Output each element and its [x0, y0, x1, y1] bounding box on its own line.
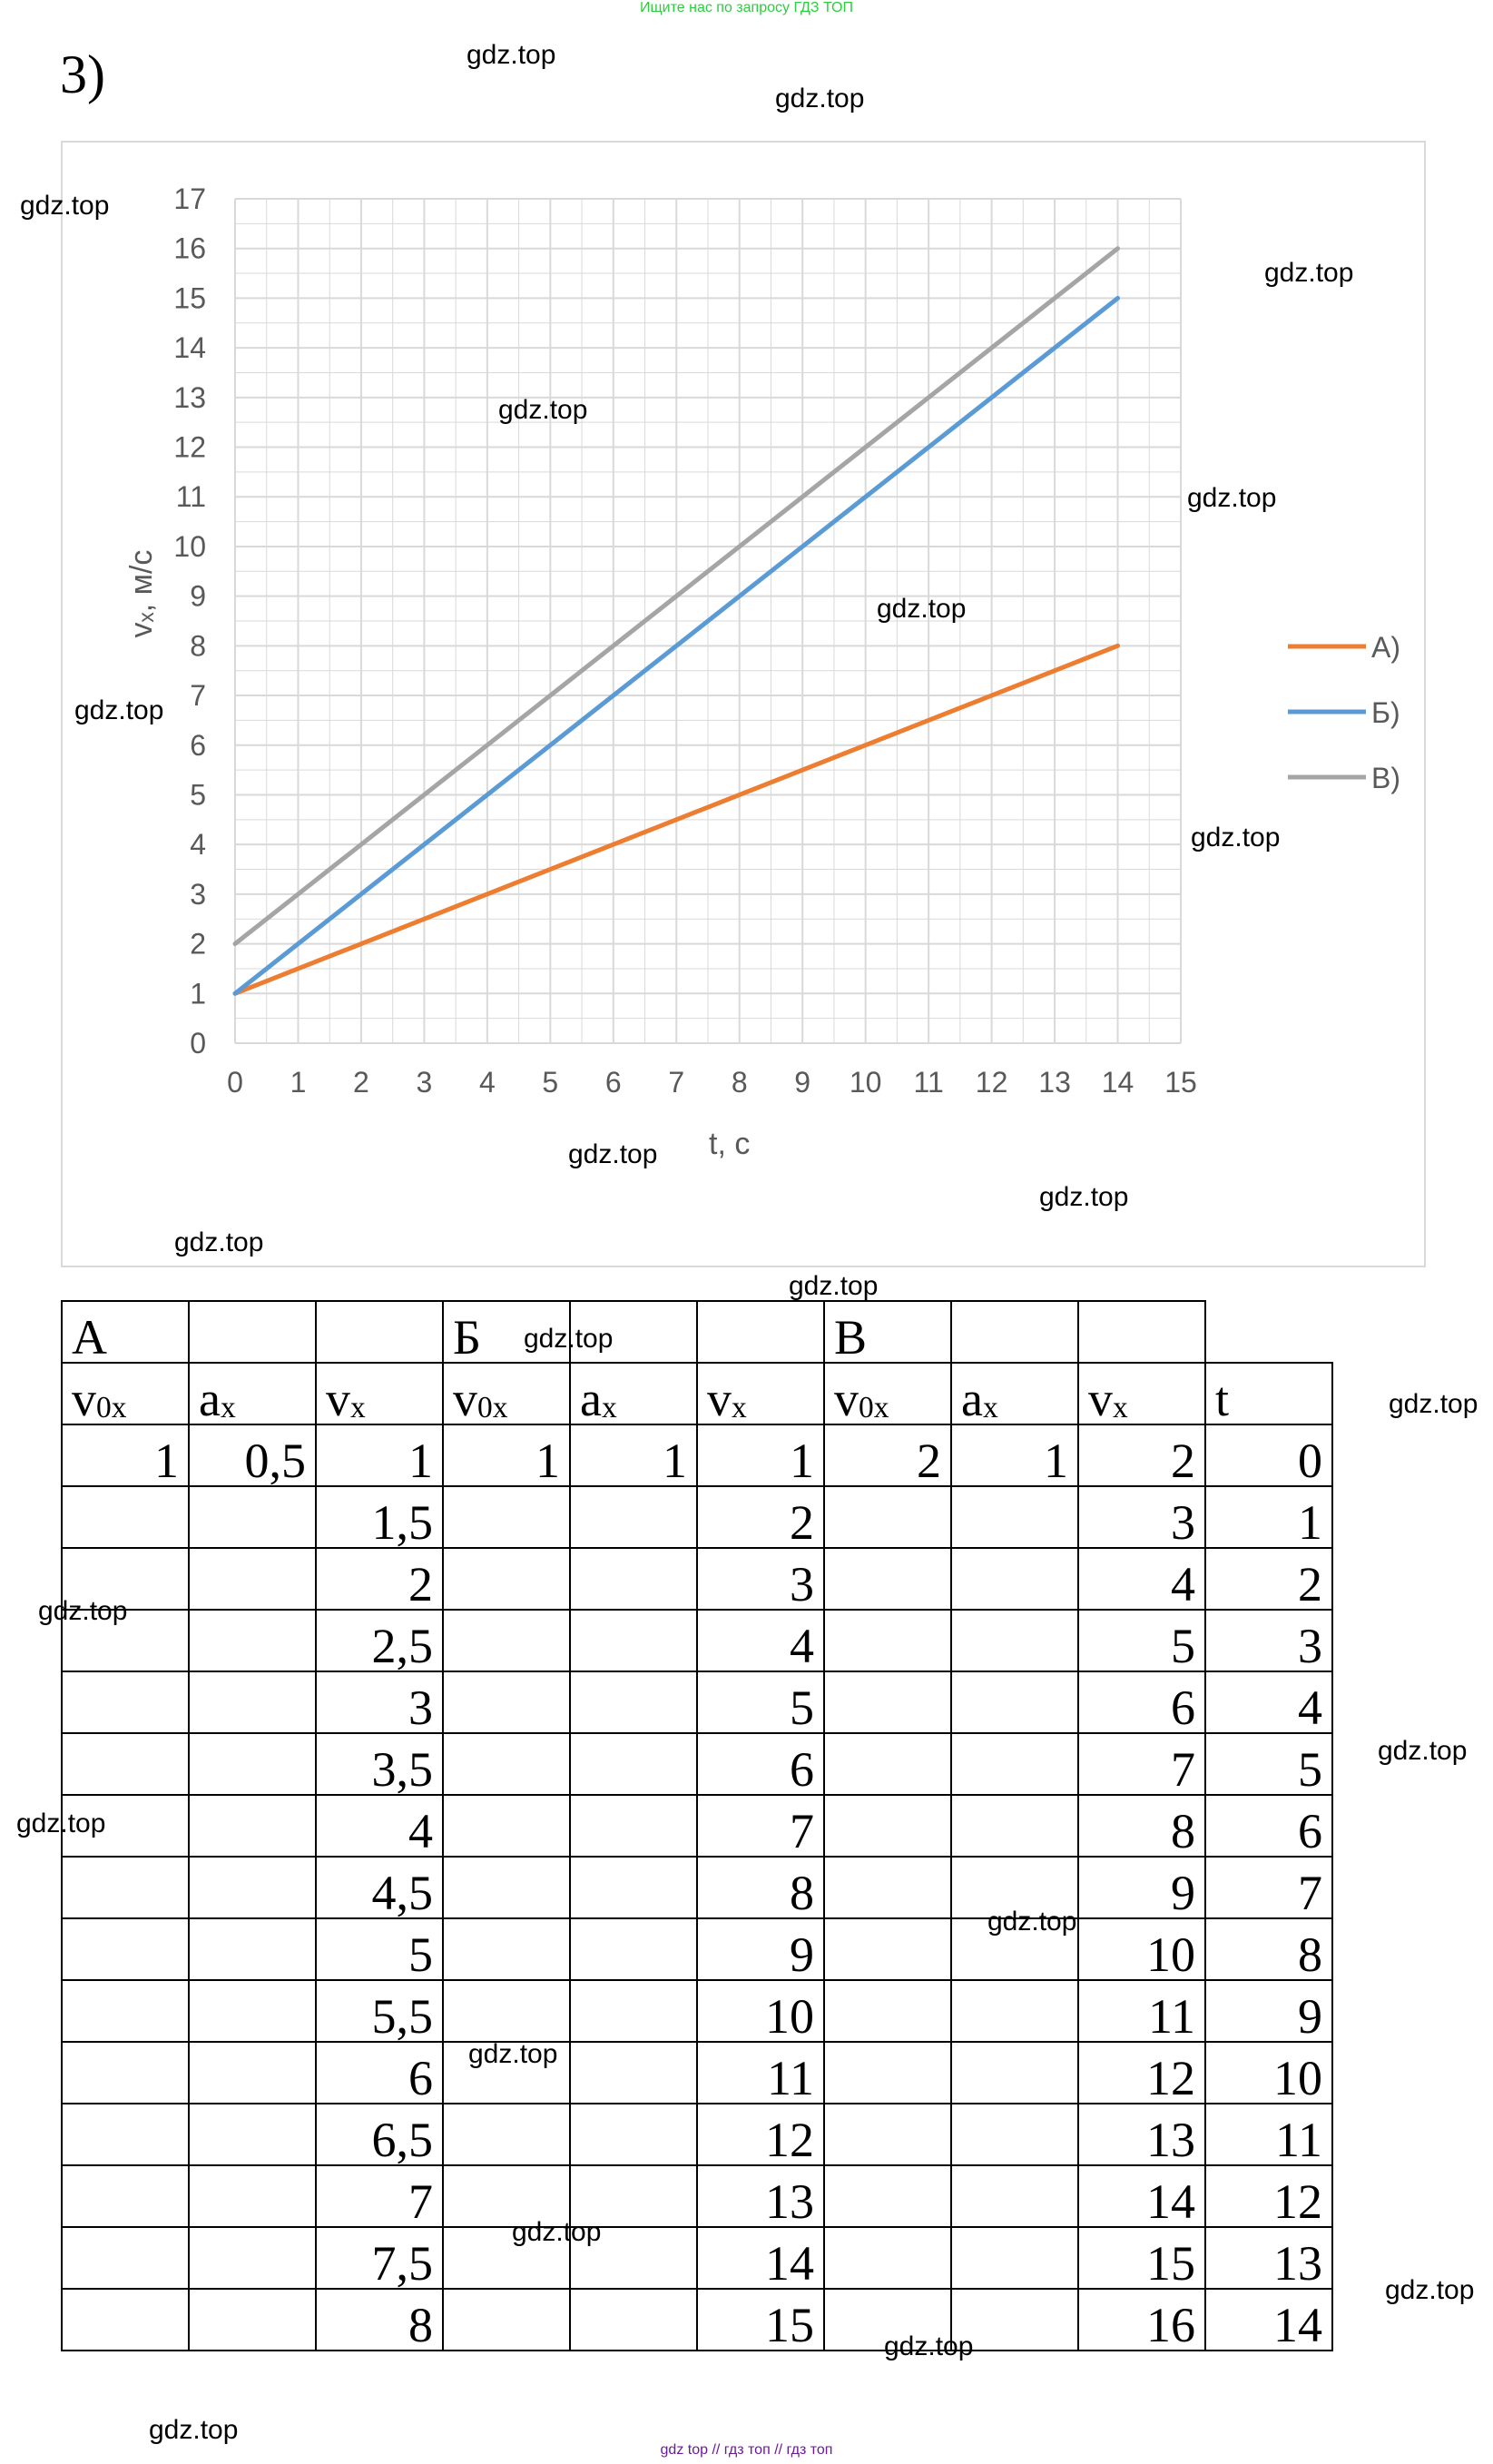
data-table — [61, 1300, 1333, 2351]
table-cell: 6 — [1205, 1795, 1332, 1857]
y-tick-label: 16 — [173, 232, 206, 265]
x-tick-label: 6 — [604, 1066, 622, 1099]
table-cell: 1 — [443, 1424, 570, 1486]
table-cell — [951, 2165, 1078, 2227]
group-label: А — [62, 1301, 189, 1363]
table-cell — [189, 2227, 316, 2289]
x-tick-label: 14 — [1101, 1066, 1134, 1099]
table-cell: 5,5 — [316, 1980, 443, 2042]
table-cell — [570, 2042, 697, 2104]
table-cell — [443, 1733, 570, 1795]
table-cell: 2 — [1205, 1548, 1332, 1610]
table-cell — [951, 2042, 1078, 2104]
legend-label: А) — [1371, 631, 1400, 664]
table-cell: 6 — [697, 1733, 824, 1795]
table-row — [62, 1671, 1332, 1733]
x-tick-label: 4 — [478, 1066, 496, 1099]
y-tick-label: 7 — [190, 679, 206, 713]
table-row — [62, 1424, 1332, 1486]
y-tick-label: 10 — [173, 529, 206, 563]
table-cell — [570, 2289, 697, 2351]
table-cell — [570, 1857, 697, 1918]
column-header: $v_{0x}$ — [62, 1363, 189, 1424]
table-cell — [824, 2165, 951, 2227]
y-tick-label: 11 — [175, 480, 206, 514]
table-cell — [189, 1671, 316, 1733]
watermark: gdz.top — [877, 594, 967, 624]
table-cell — [62, 2289, 189, 2351]
y-tick-label: 13 — [173, 380, 206, 414]
table-cell — [824, 1548, 951, 1610]
table-cell: 3 — [1205, 1610, 1332, 1671]
x-tick-label: 10 — [849, 1066, 882, 1099]
table-cell — [189, 1918, 316, 1980]
empty-cell — [316, 1301, 443, 1363]
table-cell: 5 — [316, 1918, 443, 1980]
table-cell — [570, 1671, 697, 1733]
table-cell — [824, 1486, 951, 1548]
watermark: gdz.top — [467, 40, 556, 70]
table-cell — [189, 2165, 316, 2227]
table-cell — [824, 2042, 951, 2104]
watermark: gdz.top — [1264, 258, 1354, 288]
table-cell — [951, 1671, 1078, 1733]
x-tick-label: 1 — [290, 1066, 307, 1099]
table-cell: 1,5 — [316, 1486, 443, 1548]
watermark: gdz.top — [568, 1139, 658, 1169]
table-cell: 3 — [697, 1548, 824, 1610]
table-cell — [62, 1733, 189, 1795]
table-cell — [824, 1733, 951, 1795]
table-cell: 8 — [697, 1857, 824, 1918]
table-cell — [189, 1486, 316, 1548]
table-cell: 1 — [1205, 1486, 1332, 1548]
table-cell — [443, 1671, 570, 1733]
table-cell: 3 — [1078, 1486, 1205, 1548]
group-label: В — [824, 1301, 951, 1363]
x-tick-label: 7 — [668, 1066, 685, 1099]
empty-cell — [1205, 1301, 1332, 1363]
table-cell: 4 — [1078, 1548, 1205, 1610]
table-cell — [62, 2042, 189, 2104]
table-cell: 8 — [1205, 1918, 1332, 1980]
legend-label: В) — [1371, 762, 1400, 794]
table-cell: 13 — [697, 2165, 824, 2227]
column-header: $v_x$ — [697, 1363, 824, 1424]
y-tick-label: 5 — [190, 778, 206, 812]
x-tick-label: 8 — [731, 1066, 748, 1099]
table-cell — [570, 1610, 697, 1671]
table-cell — [189, 2104, 316, 2165]
column-header: $v_x$ — [1078, 1363, 1205, 1424]
table-cell — [62, 1918, 189, 1980]
table-cell — [951, 1733, 1078, 1795]
table-cell: 13 — [1078, 2104, 1205, 2165]
column-header: $a_x$ — [189, 1363, 316, 1424]
y-tick-label: 17 — [173, 182, 206, 215]
x-tick-label: 15 — [1164, 1066, 1197, 1099]
watermark: gdz.top — [74, 695, 164, 725]
table-cell: 9 — [697, 1918, 824, 1980]
watermark: gdz.top — [775, 84, 865, 113]
table-cell: 13 — [1205, 2227, 1332, 2289]
y-tick-label: 6 — [190, 728, 206, 762]
table-cell — [824, 2227, 951, 2289]
table-cell: 6 — [316, 2042, 443, 2104]
table-cell — [443, 2289, 570, 2351]
table-cell: 1 — [62, 1424, 189, 1486]
table-row — [62, 1733, 1332, 1795]
table-cell: 4 — [316, 1795, 443, 1857]
table-cell: 1 — [951, 1424, 1078, 1486]
table-cell — [443, 1857, 570, 1918]
table-cell — [824, 1857, 951, 1918]
y-tick-label: 2 — [190, 927, 206, 961]
watermark: gdz.top — [987, 1907, 1077, 1937]
table-cell — [189, 1980, 316, 2042]
table-cell — [189, 2289, 316, 2351]
table-cell — [62, 2227, 189, 2289]
y-tick-label: 4 — [190, 828, 206, 862]
table-cell: 10 — [1205, 2042, 1332, 2104]
x-tick-label: 11 — [913, 1066, 944, 1099]
table-cell — [951, 1486, 1078, 1548]
table-cell: 6,5 — [316, 2104, 443, 2165]
table-cell — [443, 1610, 570, 1671]
table-row — [62, 2165, 1332, 2227]
table-cell — [951, 1980, 1078, 2042]
table-cell — [951, 1795, 1078, 1857]
table-cell — [189, 1795, 316, 1857]
table-cell — [189, 1610, 316, 1671]
table-cell — [824, 1610, 951, 1671]
table-cell: 7 — [1078, 1733, 1205, 1795]
legend-layer — [1288, 631, 1400, 794]
table-cell: 2 — [697, 1486, 824, 1548]
table-cell — [951, 2227, 1078, 2289]
table-row — [62, 2104, 1332, 2165]
table-cell: 5 — [697, 1671, 824, 1733]
y-tick-label: 15 — [173, 281, 206, 315]
table-cell — [189, 1548, 316, 1610]
table-cell: 3 — [316, 1671, 443, 1733]
table-row — [62, 1857, 1332, 1918]
table-cell — [443, 1795, 570, 1857]
table-row — [62, 1548, 1332, 1610]
table-cell — [570, 1733, 697, 1795]
table-cell: 1 — [570, 1424, 697, 1486]
table-cell — [62, 1486, 189, 1548]
empty-cell — [189, 1301, 316, 1363]
top-banner: Ищите нас по запросу ГДЗ ТОП — [640, 0, 853, 15]
table-cell: 14 — [1078, 2165, 1205, 2227]
table-cell: 5 — [1078, 1610, 1205, 1671]
x-tick-label: 13 — [1038, 1066, 1071, 1099]
watermark: gdz.top — [1389, 1389, 1478, 1419]
column-header: $v_{0x}$ — [443, 1363, 570, 1424]
watermark: gdz.top — [1191, 823, 1281, 853]
table-cell: 6 — [1078, 1671, 1205, 1733]
table-cell — [824, 1671, 951, 1733]
table-cell — [570, 1980, 697, 2042]
y-tick-label: 8 — [190, 629, 206, 663]
watermark: gdz.top — [1039, 1182, 1129, 1212]
table-cell: 14 — [1205, 2289, 1332, 2351]
watermark: gdz.top — [16, 1809, 106, 1838]
table-cell: 0,5 — [189, 1424, 316, 1486]
table-cell: 12 — [1205, 2165, 1332, 2227]
watermark: gdz.top — [512, 2217, 602, 2247]
footer: gdz top // гдз топ // гдз топ — [660, 2442, 833, 2458]
table-cell: 9 — [1205, 1980, 1332, 2042]
table-cell: 5 — [1205, 1733, 1332, 1795]
watermark: gdz.top — [884, 2331, 974, 2361]
table-cell — [62, 1857, 189, 1918]
watermark: gdz.top — [524, 1324, 614, 1354]
table-cell — [189, 1857, 316, 1918]
watermark: gdz.top — [498, 395, 588, 425]
table-cell: 16 — [1078, 2289, 1205, 2351]
watermark: gdz.top — [174, 1227, 264, 1257]
y-tick-label: 1 — [190, 977, 206, 1010]
x-tick-label: 3 — [416, 1066, 433, 1099]
empty-cell — [1078, 1301, 1205, 1363]
x-tick-label: 2 — [353, 1066, 369, 1099]
y-tick-label: 14 — [173, 331, 206, 365]
chart-svg — [63, 143, 1424, 1266]
watermark: gdz.top — [1378, 1736, 1468, 1766]
table-cell: 14 — [697, 2227, 824, 2289]
column-header-row — [62, 1363, 1332, 1424]
table-cell — [824, 2104, 951, 2165]
table-cell: 2 — [316, 1548, 443, 1610]
watermark: gdz.top — [468, 2039, 558, 2069]
y-tick-label: 0 — [190, 1027, 206, 1060]
table-cell: 15 — [1078, 2227, 1205, 2289]
table-cell — [570, 1795, 697, 1857]
table-row — [62, 1610, 1332, 1671]
table-row — [62, 1918, 1332, 1980]
x-tick-label: 12 — [975, 1066, 1008, 1099]
table-cell — [824, 1795, 951, 1857]
table-cell: 11 — [1205, 2104, 1332, 2165]
table-cell: 0 — [1205, 1424, 1332, 1486]
table-cell — [570, 2104, 697, 2165]
table-row — [62, 2227, 1332, 2289]
group-header-row — [62, 1301, 1332, 1363]
table-cell: 4,5 — [316, 1857, 443, 1918]
table-cell: 8 — [316, 2289, 443, 2351]
empty-cell — [951, 1301, 1078, 1363]
watermark: gdz.top — [20, 191, 110, 221]
table-cell — [570, 1486, 697, 1548]
watermark: gdz.top — [789, 1271, 879, 1301]
table-cell: 7 — [316, 2165, 443, 2227]
y-tick-label: 12 — [173, 430, 206, 464]
group-label: Б — [443, 1301, 570, 1363]
table-cell — [951, 1548, 1078, 1610]
table-cell — [951, 1610, 1078, 1671]
table-cell — [570, 1548, 697, 1610]
table-cell: 10 — [1078, 1918, 1205, 1980]
column-header: t — [1205, 1363, 1332, 1424]
legend-label: Б) — [1371, 696, 1400, 729]
column-header: $a_x$ — [951, 1363, 1078, 1424]
y-tick-label: 3 — [190, 877, 206, 911]
table-cell — [824, 1918, 951, 1980]
table-cell: 2 — [1078, 1424, 1205, 1486]
column-header: $v_{0x}$ — [824, 1363, 951, 1424]
table-row — [62, 1980, 1332, 2042]
table-cell — [189, 1733, 316, 1795]
column-header: $a_x$ — [570, 1363, 697, 1424]
table-cell: 2 — [824, 1424, 951, 1486]
empty-cell — [697, 1301, 824, 1363]
watermark: gdz.top — [1187, 483, 1277, 513]
table-cell — [62, 2165, 189, 2227]
table-cell — [443, 1980, 570, 2042]
x-tick-label: 9 — [794, 1066, 811, 1099]
table-cell: 1 — [697, 1424, 824, 1486]
table-cell: 12 — [1078, 2042, 1205, 2104]
table-cell: 4 — [1205, 1671, 1332, 1733]
table-cell — [62, 1980, 189, 2042]
table-cell: 11 — [697, 2042, 824, 2104]
table-cell — [443, 1548, 570, 1610]
table-cell — [951, 2104, 1078, 2165]
problem-number: 3) — [60, 44, 105, 104]
table-cell: 7,5 — [316, 2227, 443, 2289]
table-cell — [62, 1671, 189, 1733]
table-cell: 9 — [1078, 1857, 1205, 1918]
table-cell: 12 — [697, 2104, 824, 2165]
y-tick-label: 9 — [190, 579, 206, 613]
watermark: gdz.top — [38, 1596, 128, 1626]
x-axis-label: t, с — [709, 1127, 751, 1161]
table-cell — [189, 2042, 316, 2104]
table-row — [62, 1486, 1332, 1548]
table-cell — [570, 1918, 697, 1980]
table-cell: 3,5 — [316, 1733, 443, 1795]
table-cell — [824, 1980, 951, 2042]
table-cell — [443, 1486, 570, 1548]
table-cell: 7 — [697, 1795, 824, 1857]
table-cell: 4 — [697, 1610, 824, 1671]
table-cell: 15 — [697, 2289, 824, 2351]
table-row — [62, 1795, 1332, 1857]
watermark: gdz.top — [149, 2415, 239, 2445]
table-row — [62, 2289, 1332, 2351]
table-cell: 2,5 — [316, 1610, 443, 1671]
column-header: $v_x$ — [316, 1363, 443, 1424]
x-tick-label: 0 — [227, 1066, 243, 1099]
table-cell: 11 — [1078, 1980, 1205, 2042]
table-cell: 7 — [1205, 1857, 1332, 1918]
chart-frame — [61, 141, 1426, 1267]
watermark: gdz.top — [1385, 2275, 1475, 2305]
y-axis-label: vₓ, м/с — [124, 549, 159, 638]
table-cell — [443, 1918, 570, 1980]
table-cell — [62, 2104, 189, 2165]
table-row — [62, 2042, 1332, 2104]
table-cell: 1 — [316, 1424, 443, 1486]
x-tick-label: 5 — [542, 1066, 559, 1099]
table-cell — [443, 2104, 570, 2165]
table-cell: 10 — [697, 1980, 824, 2042]
table-cell: 8 — [1078, 1795, 1205, 1857]
